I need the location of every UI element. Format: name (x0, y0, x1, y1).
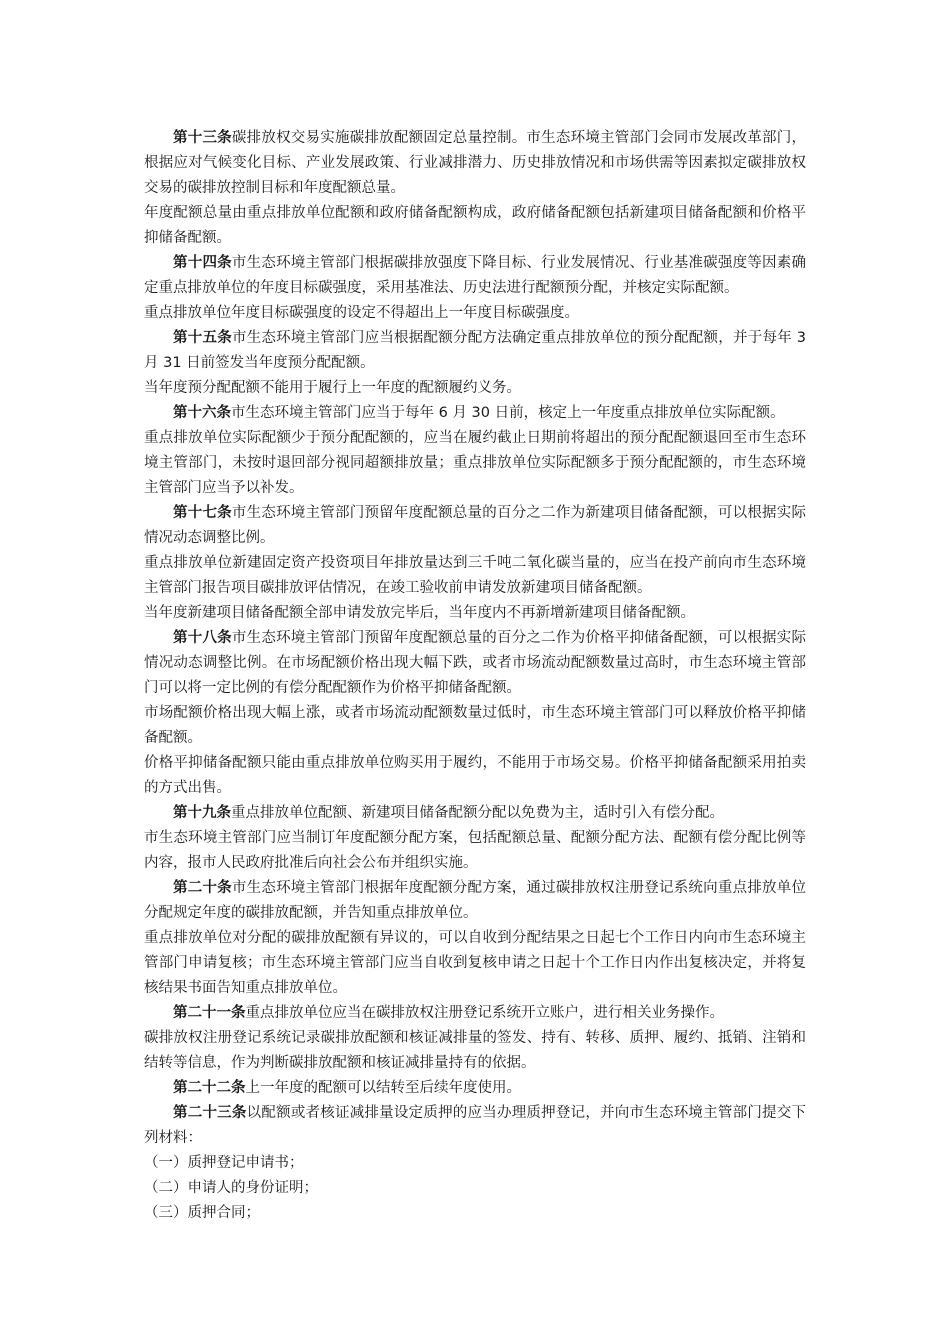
article-15-text: 市生态环境主管部门应当根据配额分配方法确定重点排放单位的预分配配额，并于每年 3 月 31 日前签发当年度预分配配额。 (144, 330, 806, 371)
article-16-number: 第十六条 (173, 405, 231, 421)
article-20-sub-1: 重点排放单位对分配的碳排放配额有异议的，可以自收到分配结果之日起七个工作日内向市生态环境主管部门申请复核；市生态环境主管部门应当自收到复核申请之日起十个工作日内作出复核决定，并将复核结果书面告知重点排放单位。 (144, 930, 806, 996)
article-22-text: 上一年度的配额可以结转至后续年度使用。 (245, 1080, 521, 1096)
article-20-number: 第二十条 (173, 880, 232, 896)
article-23-item-3: （三）质押合同； (144, 1205, 260, 1221)
article-14-paragraph (144, 251, 806, 301)
article-17-sub-1: 重点排放单位新建固定资产投资项目年排放量达到三千吨二氧化碳当量的，应当在投产前向市生态环境主管部门报告项目碳排放评估情况，在竣工验收前申请发放新建项目储备配额。 (144, 555, 806, 596)
article-18-sub-2: 价格平抑储备配额只能由重点排放单位购买用于履约，不能用于市场交易。价格平抑储备配额采用拍卖的方式出售。 (144, 755, 806, 796)
article-17-text: 市生态环境主管部门预留年度配额总量的百分之二作为新建项目储备配额，可以根据实际情况动态调整比例。 (144, 505, 806, 546)
article-16-sub-1: 重点排放单位实际配额少于预分配配额的，应当在履约截止日期前将超出的预分配配额退回至市生态环境主管部门，未按时退回部分视同超额排放量；重点排放单位实际配额多于预分配配额的，市生态环境主管部门应当予以补发。 (144, 430, 806, 496)
article-21-text: 重点排放单位应当在碳排放权注册登记系统开立账户，进行相关业务操作。 (245, 1005, 724, 1021)
article-18-number: 第十八条 (173, 630, 232, 646)
article-13-number: 第十三条 (173, 130, 232, 146)
article-15-number: 第十五条 (173, 330, 232, 346)
article-14-sub-1: 重点排放单位年度目标碳强度的设定不得超出上一年度目标碳强度。 (144, 305, 579, 321)
article-19-text: 重点排放单位配额、新建项目储备配额分配以免费为主，适时引入有偿分配。 (231, 805, 724, 821)
article-22-number: 第二十二条 (173, 1080, 246, 1096)
article-15-sub-1: 当年度预分配配额不能用于履行上一年度的配额履约义务。 (144, 380, 521, 396)
article-21-number: 第二十一条 (173, 1005, 246, 1021)
article-14-number: 第十四条 (173, 255, 232, 271)
article-20-text: 市生态环境主管部门根据年度配额分配方案，通过碳排放权注册登记系统向重点排放单位分配规定年度的碳排放配额，并告知重点排放单位。 (144, 880, 806, 921)
article-17-paragraph (144, 501, 806, 551)
article-18-text: 市生态环境主管部门预留年度配额总量的百分之二作为价格平抑储备配额，可以根据实际情况动态调整比例。在市场配额价格出现大幅下跌，或者市场流动配额数量过高时，市生态环境主管部门可以将一定比例的有偿分配配额作为价格平抑储备配额。 (144, 630, 806, 696)
article-23-text: 以配额或者核证减排量设定质押的应当办理质押登记，并向市生态环境主管部门提交下列材料： (144, 1105, 807, 1146)
article-23-item-1: （一）质押登记申请书； (144, 1155, 304, 1171)
article-18-paragraph (144, 626, 806, 701)
article-20-paragraph (144, 876, 806, 926)
article-14-text: 市生态环境主管部门根据碳排放强度下降目标、行业发展情况、行业基准碳强度等因素确定重点排放单位的年度目标碳强度，采用基准法、历史法进行配额预分配，并核定实际配额。 (144, 255, 806, 296)
article-19-number: 第十九条 (173, 805, 231, 821)
article-23-item-2: （二）申请人的身份证明； (144, 1180, 318, 1196)
article-21-paragraph (144, 1001, 806, 1026)
article-17-sub-2: 当年度新建项目储备配额全部申请发放完毕后，当年度内不再新增新建项目储备配额。 (144, 605, 695, 621)
article-16-paragraph (144, 401, 806, 426)
article-16-text: 市生态环境主管部门应当于每年 6 月 30 日前，核定上一年度重点排放单位实际配额。 (231, 405, 785, 421)
article-23-number: 第二十三条 (173, 1105, 247, 1121)
article-13-sub-1: 年度配额总量由重点排放单位配额和政府储备配额构成，政府储备配额包括新建项目储备配额和价格平抑储备配额。 (144, 205, 806, 246)
document-body (144, 126, 806, 1226)
article-17-number: 第十七条 (173, 505, 232, 521)
article-22-paragraph (144, 1076, 806, 1101)
article-19-sub-1: 市生态环境主管部门应当制订年度配额分配方案，包括配额总量、配额分配方法、配额有偿分配比例等内容，报市人民政府批准后向社会公布并组织实施。 (144, 830, 806, 871)
article-15-paragraph (144, 326, 806, 376)
article-21-sub-1: 碳排放权注册登记系统记录碳排放配额和核证减排量的签发、持有、转移、质押、履约、抵销、注销和结转等信息，作为判断碳排放配额和核证减排量持有的依据。 (144, 1030, 806, 1071)
article-18-sub-1: 市场配额价格出现大幅上涨，或者市场流动配额数量过低时，市生态环境主管部门可以释放价格平抑储备配额。 (144, 705, 806, 746)
article-23-paragraph (144, 1101, 806, 1151)
article-13-text: 碳排放权交易实施碳排放配额固定总量控制。市生态环境主管部门会同市发展改革部门，根据应对气候变化目标、产业发展政策、行业减排潜力、历史排放情况和市场供需等因素拟定碳排放权交易的碳排放控制目标和年度配额总量。 (144, 130, 806, 196)
article-19-paragraph (144, 801, 806, 826)
article-13-paragraph (144, 126, 806, 201)
